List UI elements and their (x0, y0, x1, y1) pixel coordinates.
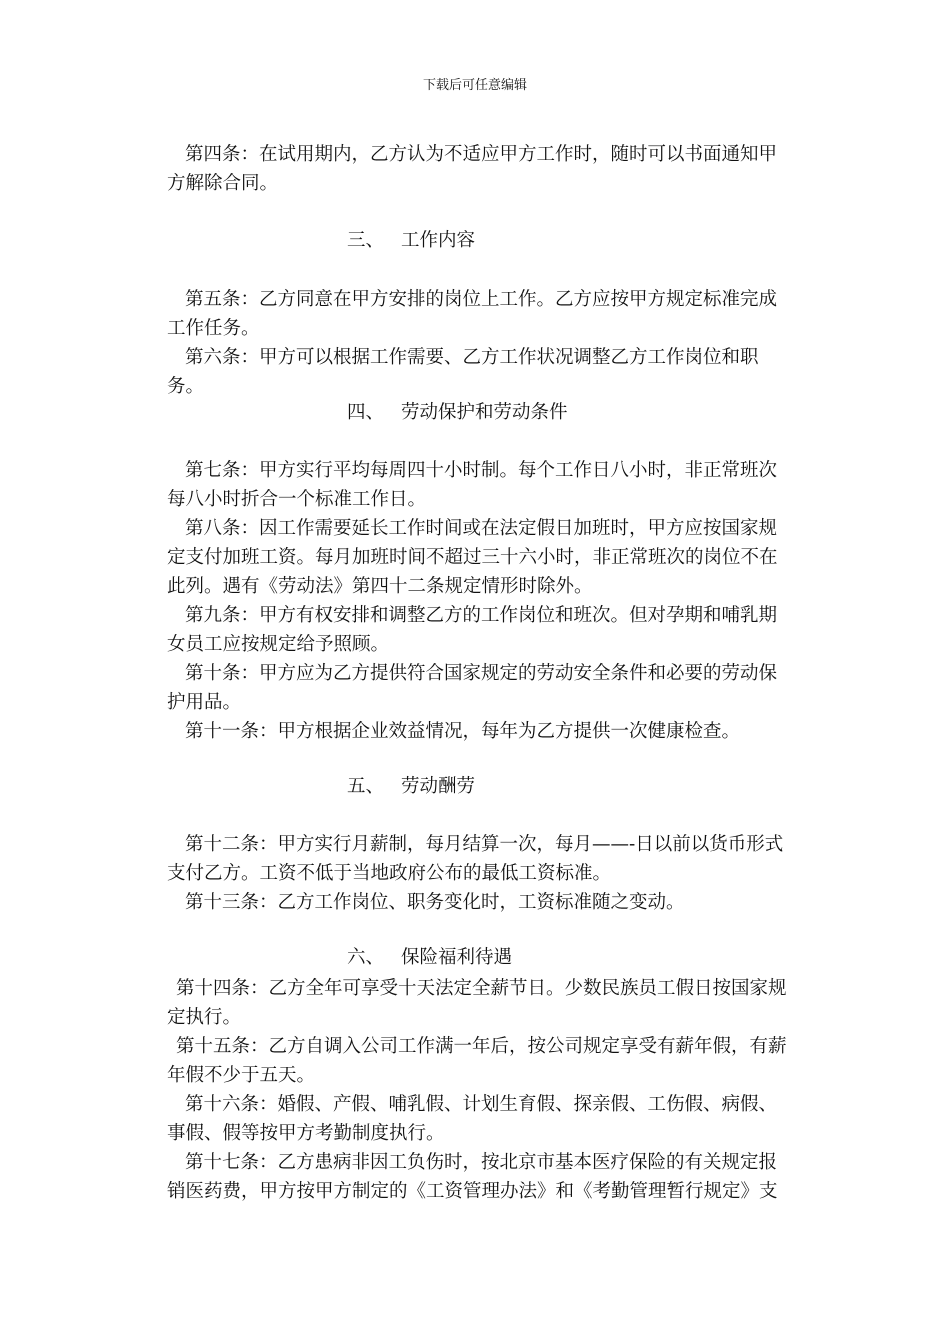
section-number: 六、 (347, 947, 385, 968)
section-heading-6 (347, 946, 512, 970)
section-heading-4 (347, 401, 568, 425)
article-16: 第十六条：婚假、产假、哺乳假、计划生育假、探亲假、工伤假、病假、事假、假等按甲方考勤制度执行。 (167, 1094, 778, 1144)
article-8: 第八条：因工作需要延长工作时间或在法定假日加班时，甲方应按国家规定支付加班工资。每月加班时间不超过三十六小时，非正常班次的岗位不在此列。遇有《劳动法》第四十二条规定情形时除外。 (167, 518, 778, 597)
section-heading-3 (347, 229, 475, 253)
article-6: 第六条：甲方可以根据工作需要、乙方工作状况调整乙方工作岗位和职务。 (167, 347, 759, 397)
section-number: 五、 (347, 776, 385, 797)
page-header-note: 下载后可任意编辑 (422, 78, 527, 93)
article-9: 第九条：甲方有权安排和调整乙方的工作岗位和班次。但对孕期和哺乳期女员工应按规定给予照顾。 (167, 605, 778, 655)
article-14: 第十四条：乙方全年可享受十天法定全薪节日。少数民族员工假日按国家规定执行。 (167, 978, 787, 1028)
section-title: 工作内容 (401, 230, 476, 251)
section-number: 三、 (347, 230, 385, 251)
article-11: 第十一条：甲方根据企业效益情况，每年为乙方提供一次健康检查。 (185, 721, 741, 742)
section-title: 保险福利待遇 (401, 947, 513, 968)
article-10: 第十条：甲方应为乙方提供符合国家规定的劳动安全条件和必要的劳动保护用品。 (167, 663, 778, 713)
section-title: 劳动酬劳 (401, 776, 476, 797)
section-title: 劳动保护和劳动条件 (401, 402, 568, 423)
article-15: 第十五条：乙方自调入公司工作满一年后，按公司规定享受有薪年假，有薪年假不少于五天。 (167, 1036, 787, 1086)
article-17: 第十七条：乙方患病非因工负伤时，按北京市基本医疗保险的有关规定报销医药费，甲方按甲方制定的《工资管理办法》和《考勤管理暂行规定》支 (167, 1152, 778, 1202)
article-5: 第五条：乙方同意在甲方安排的岗位上工作。乙方应按甲方规定标准完成工作任务。 (167, 289, 778, 339)
article-4: 第四条：在试用期内，乙方认为不适应甲方工作时，随时可以书面通知甲方解除合同。 (167, 144, 778, 194)
article-7: 第七条：甲方实行平均每周四十小时制。每个工作日八小时，非正常班次每八小时折合一个标准工作日。 (167, 460, 778, 510)
article-12: 第十二条：甲方实行月薪制，每月结算一次，每月——-日以前以货币形式支付乙方。工资不低于当地政府公布的最低工资标准。 (167, 834, 784, 884)
article-13: 第十三条：乙方工作岗位、职务变化时，工资标准随之变动。 (185, 892, 685, 913)
section-heading-5 (347, 775, 475, 799)
section-number: 四、 (347, 402, 385, 423)
